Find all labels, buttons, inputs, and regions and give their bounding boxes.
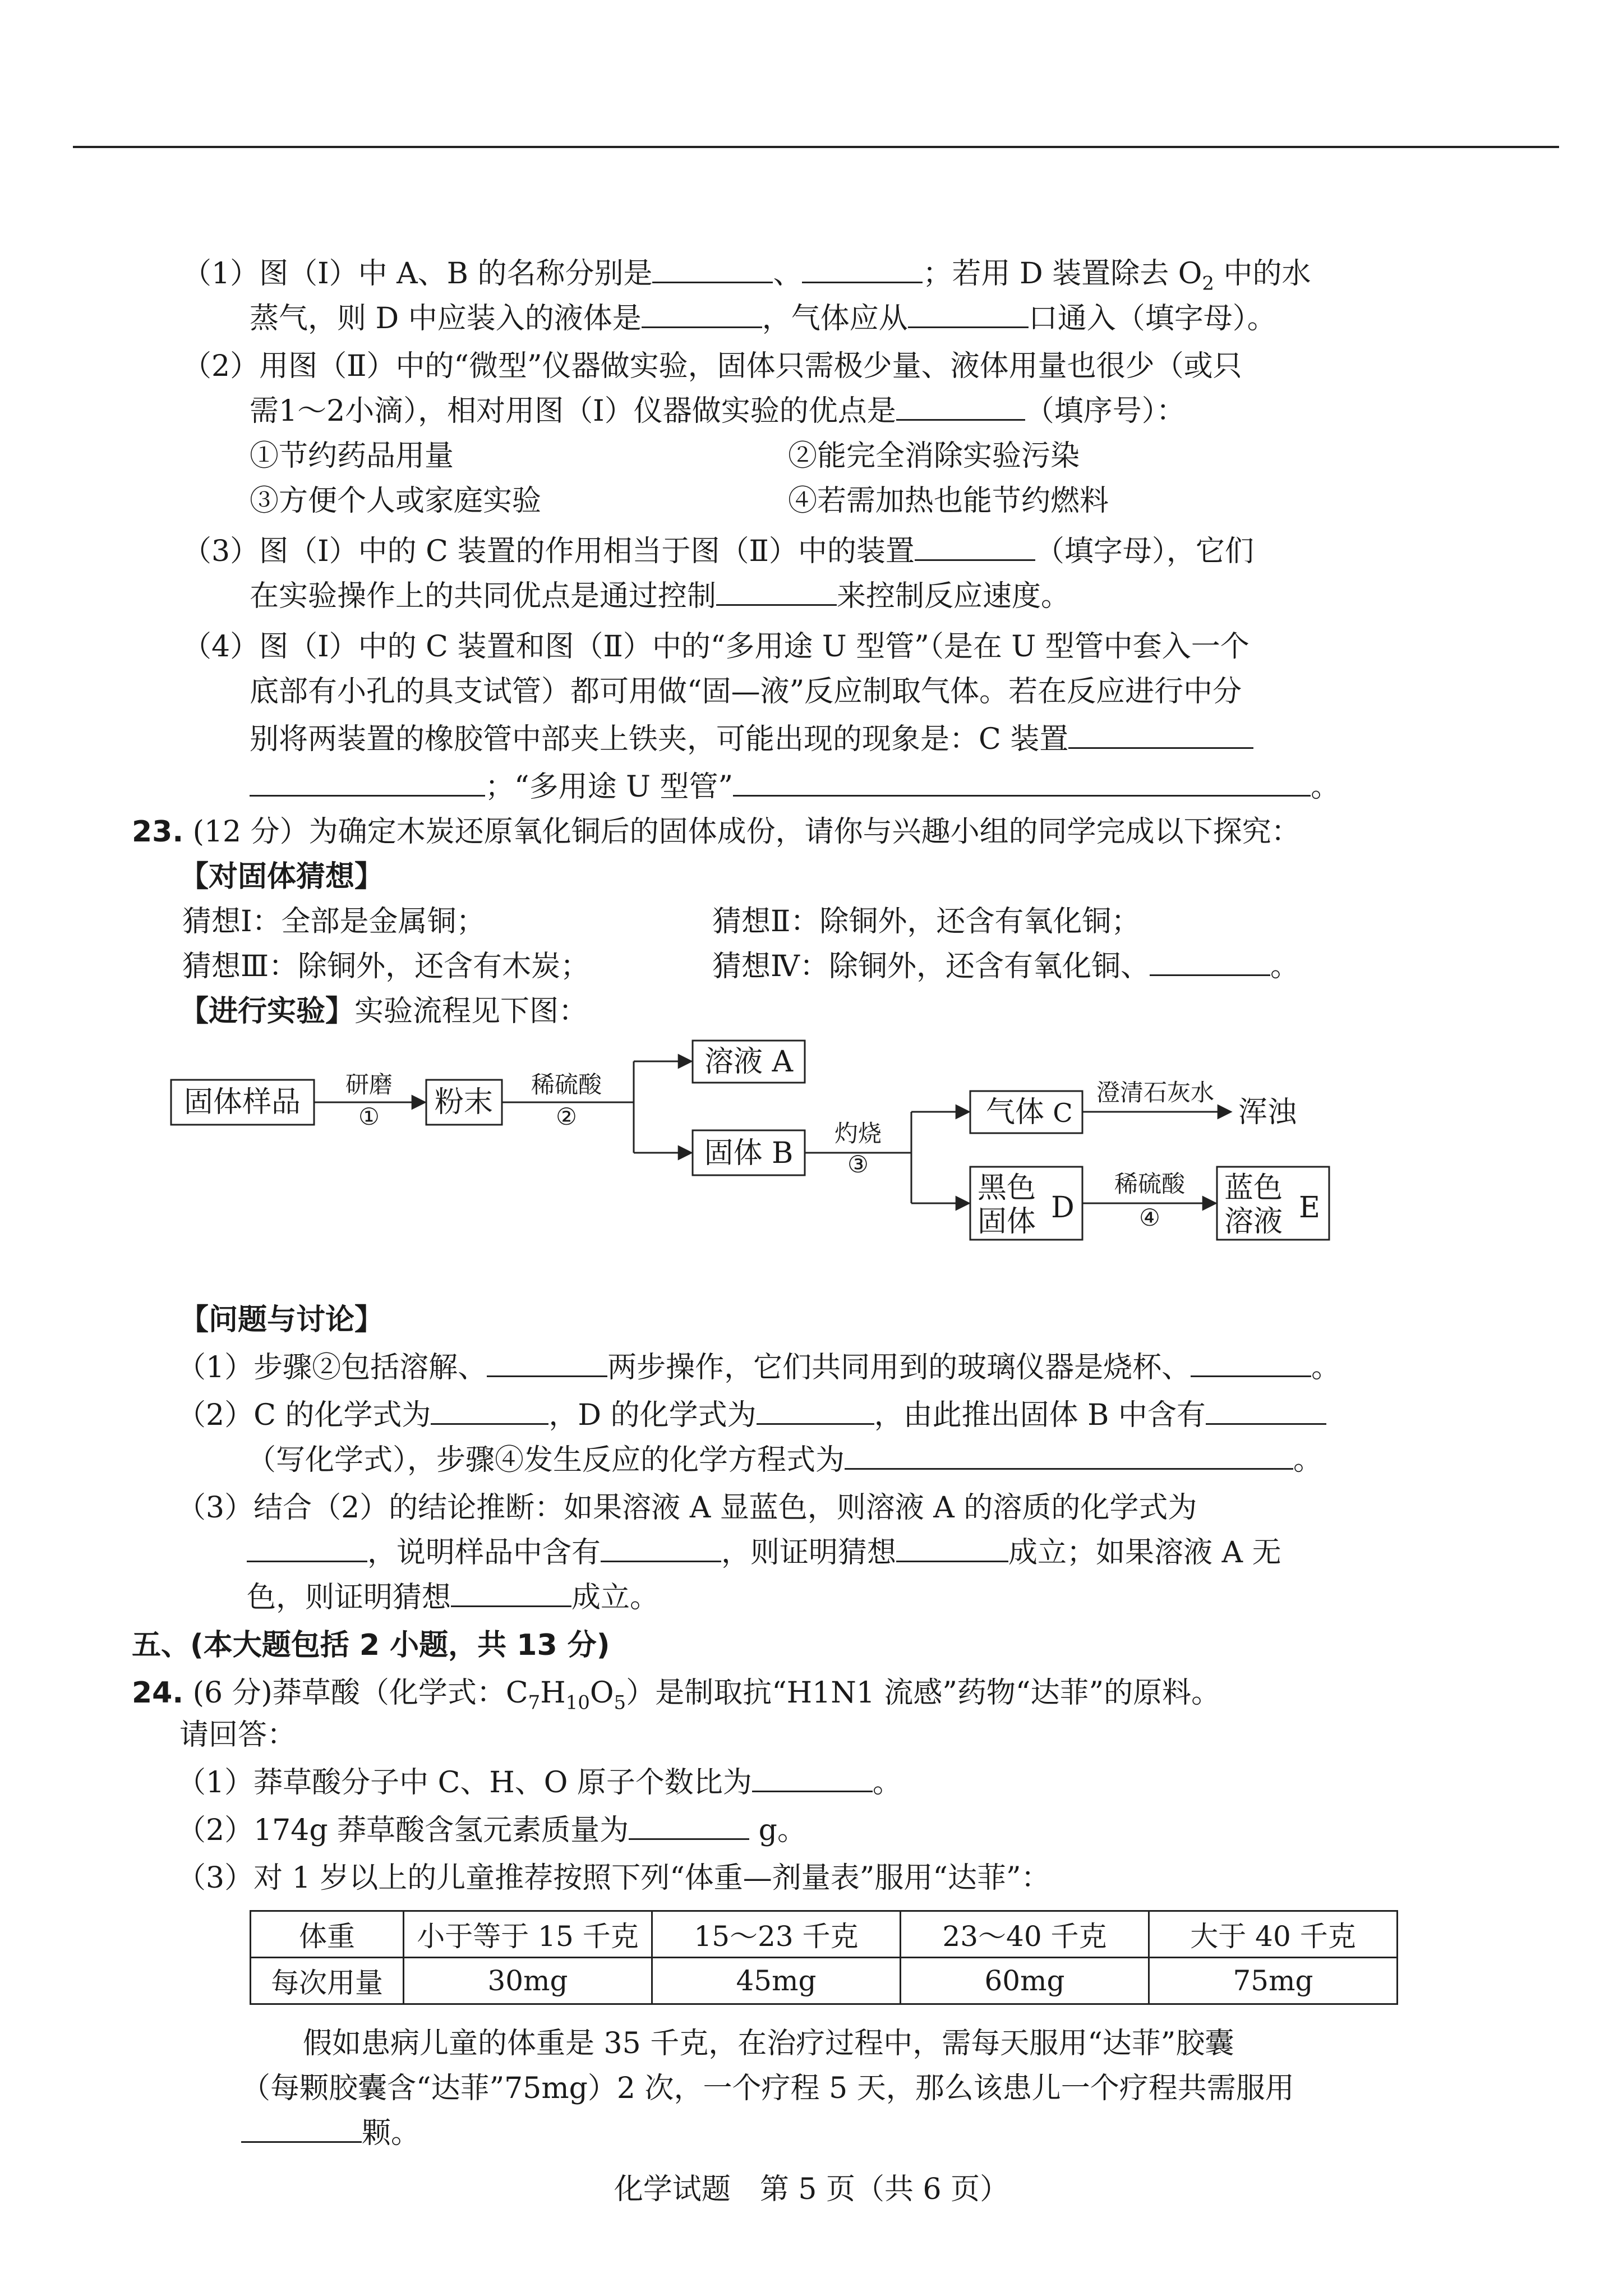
d1-text: （1）步骤②包括溶解、 — [177, 1351, 487, 1384]
label-lime-water: 澄清石灰水 — [1096, 1079, 1215, 1106]
q22-part3-line1 — [182, 533, 1254, 570]
label-black-solid: 固体 — [977, 1205, 1036, 1239]
label-solution-a: 溶液 A — [704, 1045, 794, 1079]
answer-blank[interactable] — [652, 256, 773, 283]
q22-p1-text4: 蒸气，则 D 中应装入的液体是 — [250, 302, 642, 335]
section-5-heading: 五、(本大题包括 2 小题，共 13 分) — [132, 1628, 610, 1662]
experiment-flow-diagram — [163, 1027, 1352, 1262]
q22-part1-line1 — [182, 255, 1311, 302]
label-solid-b: 固体 B — [704, 1137, 794, 1170]
answer-blank[interactable] — [1150, 949, 1270, 976]
q24-part3: （3）对 1 岁以上的儿童推荐按照下列“体重—剂量表”服用“达菲”： — [177, 1861, 1050, 1895]
q23-intro-text: (12 分）为确定木炭还原氧化铜后的固体成份，请你与兴趣小组的同学完成以下探究： — [192, 815, 1301, 849]
label-dilute-acid: 稀硫酸 — [531, 1071, 602, 1098]
table-cell: 60mg — [901, 1958, 1149, 2004]
discussion-2-line1 — [177, 1397, 1326, 1434]
q22-p2-text2: （填序号）： — [1025, 394, 1186, 428]
label-step1: ① — [358, 1103, 380, 1130]
d3-text4: 色，则证明猜想 — [247, 1581, 451, 1614]
discussion-1 — [177, 1349, 1340, 1386]
q24-text-line3 — [241, 2115, 420, 2152]
answer-blank[interactable] — [431, 1397, 548, 1425]
label-d-letter: D — [1051, 1191, 1075, 1225]
answer-blank[interactable] — [802, 256, 923, 283]
page-footer: 化学试题 第 5 页（共 6 页） — [614, 2173, 1009, 2206]
q22-p1-text2: ；若用 D 装置除去 O — [923, 257, 1202, 291]
q22-part2-line1: （2）用图（Ⅱ）中的“微型”仪器做实验，固体只需极少量、液体用量也很少（或只 — [182, 349, 1242, 383]
table-row-label-dose: 每次用量 — [251, 1958, 404, 2004]
q24-intro-text2: H — [540, 1676, 566, 1710]
section-heading-experiment: 【进行实验】 — [179, 995, 355, 1028]
label-gas-c-letter: C — [1053, 1098, 1073, 1128]
table-cell: 75mg — [1149, 1958, 1398, 2004]
q22-p3-text3: 在实验操作上的共同优点是通过控制 — [250, 579, 717, 613]
label-gas: 气体 — [985, 1096, 1045, 1129]
d3-text: ，说明样品中含有 — [367, 1536, 601, 1570]
label-grind: 研磨 — [345, 1071, 393, 1098]
answer-blank[interactable] — [629, 1812, 749, 1840]
q22-p4-end: 。 — [1311, 770, 1340, 804]
experiment-intro: 实验流程见下图： — [354, 995, 588, 1028]
q24-a1-text: （1）莽草酸分子中 C、H、O 原子个数比为 — [177, 1766, 752, 1800]
answer-blank[interactable] — [752, 1765, 873, 1792]
label-solid-sample: 固体样品 — [183, 1085, 301, 1119]
discussion-3-line2 — [247, 1534, 1281, 1571]
experiment-heading — [179, 993, 588, 1030]
q22-p1-text3: 中的水 — [1214, 257, 1311, 291]
label-blue: 蓝色 — [1224, 1171, 1283, 1205]
q22-p3-text: （3）图（Ⅰ）中的 C 装置的作用相当于图（Ⅱ）中的装置 — [182, 535, 915, 568]
table-header: 15～23 千克 — [652, 1911, 901, 1958]
option-4: ④若需加热也能节约燃料 — [788, 484, 1109, 518]
q22-part4-line4 — [250, 769, 1340, 806]
q24-ask: 请回答： — [179, 1718, 297, 1752]
d2-text2: ，D 的化学式为 — [548, 1398, 757, 1432]
q24-a2-unit: g。 — [749, 1814, 806, 1847]
guess-1: 猜想Ⅰ：全部是金属铜； — [182, 905, 486, 938]
q22-p3-text2: （填字母），它们 — [1035, 535, 1254, 568]
answer-blank[interactable] — [247, 1535, 367, 1562]
q24-part1 — [177, 1764, 902, 1801]
q22-p1-sep: 、 — [773, 257, 803, 291]
label-dilute-acid-2: 稀硫酸 — [1114, 1170, 1186, 1198]
table-row — [251, 1911, 1398, 1958]
table-cell: 30mg — [404, 1958, 652, 2004]
answer-blank[interactable] — [1206, 1397, 1326, 1425]
d1-text2: 两步操作，它们共同用到的玻璃仪器是烧杯、 — [607, 1351, 1191, 1384]
answer-blank[interactable] — [896, 393, 1025, 421]
guess-4 — [712, 948, 1299, 985]
d3-end: 成立。 — [571, 1581, 660, 1614]
q22-p4-text: 别将两装置的橡胶管中部夹上铁夹，可能出现的现象是：C 装置 — [250, 723, 1069, 756]
label-turbid: 浑浊 — [1238, 1096, 1297, 1129]
label-step2: ② — [556, 1103, 577, 1130]
answer-blank[interactable] — [601, 1535, 721, 1562]
q22-part4-line1: （4）图（Ⅰ）中的 C 装置和图（Ⅱ）中的“多用途 U 型管”（是在 U 型管中套入一个 — [182, 630, 1249, 664]
q24-intro-text3: O — [589, 1676, 614, 1710]
section-heading-discussion: 【问题与讨论】 — [179, 1303, 384, 1337]
option-1: ①节约药品用量 — [250, 439, 454, 473]
q24-text-line1: 假如患病儿童的体重是 35 千克，在治疗过程中，需每天服用“达菲”胶囊 — [303, 2027, 1234, 2060]
label-burn: 灼烧 — [834, 1120, 882, 1147]
d2-text3: ，由此推出固体 B 中含有 — [874, 1398, 1206, 1432]
guess-2: 猜想Ⅱ：除铜外，还含有氧化铜； — [712, 905, 1141, 938]
q22-p4-text2: ；“多用途 U 型管” — [485, 770, 734, 804]
answer-blank[interactable] — [241, 2115, 362, 2143]
discussion-2-line2 — [247, 1442, 1322, 1479]
q24-intro — [132, 1674, 1220, 1721]
subscript: 7 — [528, 1691, 541, 1714]
answer-blank[interactable] — [642, 301, 762, 328]
subscript: 10 — [565, 1691, 590, 1714]
answer-blank[interactable] — [908, 301, 1029, 328]
q24-a2-text: （2）174g 莽草酸含氢元素质量为 — [177, 1814, 629, 1847]
discussion-3-line1: （3）结合（2）的结论推断：如果溶液 A 显蓝色，则溶液 A 的溶质的化学式为 — [177, 1491, 1197, 1525]
label-blue-solution: 溶液 — [1224, 1205, 1283, 1239]
option-3: ③方便个人或家庭实验 — [250, 484, 542, 518]
question-number: 24. — [132, 1676, 184, 1710]
q22-part3-line2 — [250, 578, 1070, 615]
top-rule — [73, 146, 1559, 148]
q23-intro — [132, 813, 1301, 850]
table-row — [251, 1958, 1398, 2004]
label-e-letter: E — [1299, 1191, 1320, 1225]
answer-blank[interactable] — [757, 1397, 874, 1425]
label-black: 黑色 — [977, 1171, 1036, 1205]
q24-text-line2: （每颗胶囊含“达菲”75mg）2 次，一个疗程 5 天，那么该患儿一个疗程共需服用 — [241, 2072, 1294, 2105]
q22-part4-line3 — [250, 721, 1253, 758]
dosage-table — [250, 1910, 1398, 2005]
table-header-weight: 体重 — [251, 1911, 404, 1958]
question-number: 23. — [132, 815, 184, 849]
d3-text3: 成立；如果溶液 A 无 — [1008, 1536, 1281, 1570]
q22-part1-line2 — [250, 300, 1276, 337]
q24-text-end: 颗。 — [362, 2116, 421, 2150]
discussion-3-line3 — [247, 1579, 659, 1616]
guess-4-text: 猜想Ⅳ：除铜外，还含有氧化铜、 — [712, 950, 1150, 983]
answer-blank[interactable] — [451, 1580, 571, 1607]
answer-blank[interactable] — [845, 1442, 1293, 1470]
table-cell: 45mg — [652, 1958, 901, 2004]
d1-end: 。 — [1311, 1351, 1341, 1384]
d3-text2: ，则证明猜想 — [721, 1536, 897, 1570]
answer-blank[interactable] — [733, 769, 1311, 797]
q24-part2 — [177, 1812, 806, 1849]
guess-3: 猜想Ⅲ：除铜外，还含有木炭； — [182, 950, 590, 983]
q24-a1-end: 。 — [872, 1766, 902, 1800]
q24-intro-text4: ）是制取抗“H1N1 流感”药物“达菲”的原料。 — [626, 1676, 1221, 1710]
q22-p1-text5: ，气体应从 — [762, 302, 908, 335]
guess-4-end: 。 — [1270, 950, 1299, 983]
d2-end: 。 — [1293, 1443, 1323, 1477]
q22-p1-text6: 口通入（填字母）。 — [1028, 302, 1276, 335]
answer-blank[interactable] — [1068, 721, 1253, 749]
q22-part2-line2 — [250, 393, 1186, 430]
q24-intro-text1: (6 分)莽草酸（化学式：C — [192, 1676, 528, 1710]
label-powder: 粉末 — [434, 1085, 494, 1119]
answer-blank[interactable] — [1191, 1350, 1311, 1377]
table-header: 小于等于 15 千克 — [404, 1911, 652, 1958]
d2-text: （2）C 的化学式为 — [177, 1398, 431, 1432]
q22-p2-text: 需1～2小滴），相对用图（Ⅰ）仪器做实验的优点是 — [250, 394, 896, 428]
table-header: 大于 40 千克 — [1149, 1911, 1398, 1958]
subscript: 2 — [1202, 272, 1215, 295]
option-2: ②能完全消除实验污染 — [788, 439, 1080, 473]
q22-part4-line2: 底部有小孔的具支试管）都可用做“固—液”反应制取气体。若在反应进行中分 — [250, 675, 1242, 708]
answer-blank[interactable] — [915, 533, 1035, 561]
subscript: 5 — [614, 1691, 626, 1714]
answer-blank[interactable] — [716, 578, 837, 606]
table-header: 23～40 千克 — [901, 1911, 1149, 1958]
answer-blank[interactable] — [250, 769, 485, 797]
section-heading-guess: 【对固体猜想】 — [179, 860, 384, 894]
label-step4: ④ — [1139, 1204, 1160, 1231]
q22-p3-text4: 来控制反应速度。 — [837, 579, 1071, 613]
answer-blank[interactable] — [487, 1350, 607, 1377]
answer-blank[interactable] — [896, 1535, 1008, 1562]
label-step3: ③ — [847, 1151, 869, 1178]
d2-text4: （写化学式），步骤④发生反应的化学方程式为 — [247, 1443, 845, 1477]
q22-p1-text: （1）图（Ⅰ）中 A、B 的名称分别是 — [182, 257, 653, 291]
